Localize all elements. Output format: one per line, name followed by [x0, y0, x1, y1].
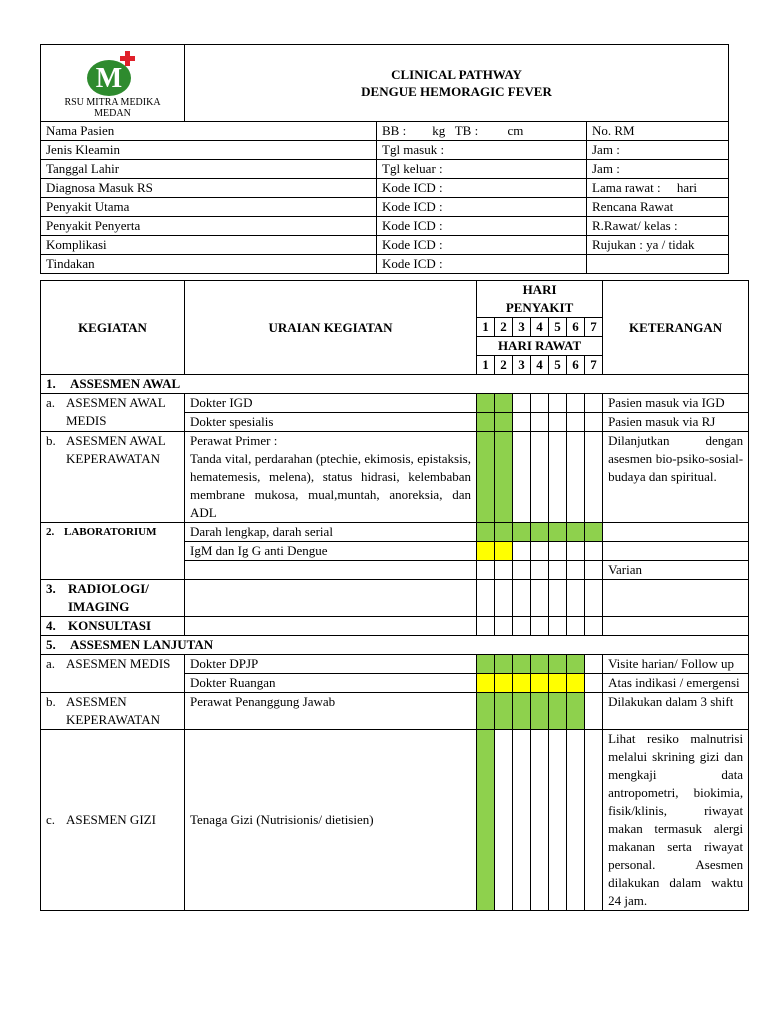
day-cell — [567, 730, 585, 911]
keterangan-cell: Varian — [603, 561, 749, 580]
day-cell — [567, 394, 585, 413]
uraian-cell: Dokter DPJP — [185, 655, 477, 674]
day-cell — [549, 693, 567, 730]
day-cell — [585, 655, 603, 674]
section-title: 5. ASSESMEN LANJUTAN — [41, 636, 749, 655]
day-cell — [495, 432, 513, 523]
info-right: No. RM — [587, 122, 729, 141]
uraian-cell: Dokter IGD — [185, 394, 477, 413]
hospital-logo — [83, 49, 143, 99]
day-cell — [495, 730, 513, 911]
info-label: Tindakan — [41, 255, 377, 274]
info-mid: Kode ICD : — [377, 236, 587, 255]
day-cell — [549, 730, 567, 911]
pathway-table — [40, 280, 749, 911]
uraian-cell: Perawat Penanggung Jawab — [185, 693, 477, 730]
info-mid: Kode ICD : — [377, 255, 587, 274]
subsection-label: b. ASESMEN AWAL KEPERAWATAN — [41, 432, 185, 523]
day-cell — [477, 413, 495, 432]
info-right: Lama rawat : hari — [587, 179, 729, 198]
day-cell — [549, 580, 567, 617]
day-cell — [531, 432, 549, 523]
day-cell — [567, 523, 585, 542]
day-cell — [495, 617, 513, 636]
day-cell — [531, 674, 549, 693]
info-label: Jenis Kleamin — [41, 141, 377, 160]
keterangan-cell — [603, 542, 749, 561]
day-cell — [513, 432, 531, 523]
day-cell — [531, 561, 549, 580]
info-mid: Kode ICD : — [377, 217, 587, 236]
day-number: 6 — [567, 318, 585, 337]
day-cell — [477, 394, 495, 413]
info-label: Diagnosa Masuk RS — [41, 179, 377, 198]
info-mid: Kode ICD : — [377, 198, 587, 217]
day-cell — [585, 617, 603, 636]
day-cell — [549, 674, 567, 693]
info-label: Penyakit Penyerta — [41, 217, 377, 236]
day-cell — [477, 693, 495, 730]
day-number: 2 — [495, 356, 513, 375]
day-cell — [477, 542, 495, 561]
section-title: 4. KONSULTASI — [41, 617, 185, 636]
day-cell — [585, 674, 603, 693]
day-cell — [495, 674, 513, 693]
day-cell — [585, 432, 603, 523]
day-cell — [585, 693, 603, 730]
day-cell — [477, 730, 495, 911]
hospital-logo-cell — [41, 45, 185, 122]
day-cell — [477, 580, 495, 617]
day-cell — [495, 413, 513, 432]
info-label: Komplikasi — [41, 236, 377, 255]
day-cell — [513, 693, 531, 730]
day-cell — [549, 655, 567, 674]
keterangan-cell — [603, 580, 749, 617]
keterangan-cell — [603, 617, 749, 636]
day-cell — [531, 730, 549, 911]
day-cell — [477, 432, 495, 523]
day-number: 7 — [585, 318, 603, 337]
day-cell — [513, 655, 531, 674]
day-cell — [549, 617, 567, 636]
day-cell — [531, 413, 549, 432]
day-cell — [495, 580, 513, 617]
document-title — [185, 45, 729, 122]
day-cell — [531, 693, 549, 730]
day-number: 1 — [477, 356, 495, 375]
section-title: 1. ASSESMEN AWAL — [41, 375, 749, 394]
day-cell — [513, 542, 531, 561]
uraian-cell: IgM dan Ig G anti Dengue — [185, 542, 477, 561]
info-mid: Tgl keluar : — [377, 160, 587, 179]
day-cell — [531, 617, 549, 636]
day-cell — [477, 561, 495, 580]
info-label: Penyakit Utama — [41, 198, 377, 217]
day-number: 5 — [549, 356, 567, 375]
day-cell — [495, 561, 513, 580]
keterangan-header: KETERANGAN — [603, 281, 749, 375]
day-cell — [567, 432, 585, 523]
info-right: Rencana Rawat — [587, 198, 729, 217]
day-cell — [567, 655, 585, 674]
uraian-cell — [185, 561, 477, 580]
day-cell — [567, 693, 585, 730]
info-right: Jam : — [587, 141, 729, 160]
day-cell — [513, 617, 531, 636]
day-number: 4 — [531, 356, 549, 375]
day-cell — [549, 432, 567, 523]
day-cell — [531, 655, 549, 674]
info-label: Tanggal Lahir — [41, 160, 377, 179]
info-label: Nama Pasien — [41, 122, 377, 141]
hari-rawat-header: HARI RAWAT — [477, 337, 603, 356]
day-cell — [585, 394, 603, 413]
keterangan-cell: Lihat resiko malnutrisi melalui skrining gizi dan mengkaji data antropometri, biokimia, fisik/klinis, riwayat makan termasuk alergi makanan serta riwayat personal. Asesmen dilakukan dalam waktu 24 jam. — [603, 730, 749, 911]
day-cell — [585, 580, 603, 617]
info-right: Rujukan : ya / tidak — [587, 236, 729, 255]
day-number: 4 — [531, 318, 549, 337]
info-mid: BB : kg TB : cm — [377, 122, 587, 141]
day-cell — [549, 542, 567, 561]
kegiatan-header: KEGIATAN — [41, 281, 185, 375]
day-cell — [513, 674, 531, 693]
keterangan-cell: Visite harian/ Follow up — [603, 655, 749, 674]
hari-penyakit-header: HARI PENYAKIT — [477, 281, 603, 318]
day-cell — [531, 394, 549, 413]
day-cell — [549, 523, 567, 542]
section-title: 2. LABORATORIUM — [41, 523, 185, 580]
keterangan-cell: Pasien masuk via IGD — [603, 394, 749, 413]
day-cell — [549, 413, 567, 432]
day-cell — [549, 561, 567, 580]
day-cell — [495, 523, 513, 542]
day-cell — [585, 413, 603, 432]
day-cell — [531, 580, 549, 617]
uraian-cell — [185, 580, 477, 617]
day-cell — [495, 542, 513, 561]
keterangan-cell: Pasien masuk via RJ — [603, 413, 749, 432]
info-right: R.Rawat/ kelas : — [587, 217, 729, 236]
subsection-label: a. ASESMEN MEDIS — [41, 655, 185, 693]
hospital-name: RSU MITRA MEDIKA — [64, 97, 161, 108]
day-number: 7 — [585, 356, 603, 375]
day-number: 3 — [513, 318, 531, 337]
section-title: 3. RADIOLOGI/ IMAGING — [41, 580, 185, 617]
uraian-cell: Darah lengkap, darah serial — [185, 523, 477, 542]
day-cell — [513, 394, 531, 413]
day-cell — [585, 523, 603, 542]
day-number: 5 — [549, 318, 567, 337]
day-cell — [495, 655, 513, 674]
keterangan-cell: Dilanjutkan dengan asesmen bio-psiko-sosial-budaya dan spiritual. — [603, 432, 749, 523]
info-right — [587, 255, 729, 274]
keterangan-cell: Dilakukan dalam 3 shift — [603, 693, 749, 730]
day-cell — [567, 413, 585, 432]
day-cell — [513, 580, 531, 617]
day-cell — [567, 674, 585, 693]
patient-header-table — [40, 44, 729, 274]
subsection-label: a. ASESMEN AWAL MEDIS — [41, 394, 185, 432]
day-cell — [531, 523, 549, 542]
day-cell — [513, 413, 531, 432]
day-cell — [567, 542, 585, 561]
uraian-cell: Perawat Primer : Tanda vital, perdarahan (ptechie, ekimosis, epistaksis, hematemesis, melena), status hidrasi, kelembaban membrane mukosa, mual,muntah, anoreksia, dan ADL — [185, 432, 477, 523]
day-cell — [477, 655, 495, 674]
hospital-city: MEDAN — [94, 108, 131, 119]
logo-letter: M — [95, 63, 122, 94]
subsection-label: c. ASESMEN GIZI — [41, 730, 185, 911]
day-cell — [513, 523, 531, 542]
keterangan-cell: Atas indikasi / emergensi — [603, 674, 749, 693]
uraian-cell: Dokter Ruangan — [185, 674, 477, 693]
day-cell — [495, 693, 513, 730]
info-right: Jam : — [587, 160, 729, 179]
day-cell — [531, 542, 549, 561]
subsection-label: b. ASESMEN KEPERAWATAN — [41, 693, 185, 730]
day-cell — [477, 617, 495, 636]
uraian-header: URAIAN KEGIATAN — [185, 281, 477, 375]
uraian-cell — [185, 617, 477, 636]
day-cell — [567, 580, 585, 617]
day-number: 6 — [567, 356, 585, 375]
day-cell — [585, 542, 603, 561]
info-mid: Tgl masuk : — [377, 141, 587, 160]
uraian-cell: Dokter spesialis — [185, 413, 477, 432]
keterangan-cell — [603, 523, 749, 542]
day-cell — [585, 561, 603, 580]
title-line-1: CLINICAL PATHWAY — [391, 67, 522, 82]
day-cell — [567, 617, 585, 636]
day-cell — [513, 561, 531, 580]
day-cell — [495, 394, 513, 413]
info-mid: Kode ICD : — [377, 179, 587, 198]
day-cell — [585, 730, 603, 911]
day-cell — [549, 394, 567, 413]
day-number: 3 — [513, 356, 531, 375]
day-number: 2 — [495, 318, 513, 337]
day-number: 1 — [477, 318, 495, 337]
title-line-2: DENGUE HEMORAGIC FEVER — [361, 84, 552, 99]
day-cell — [477, 523, 495, 542]
day-cell — [513, 730, 531, 911]
uraian-cell: Tenaga Gizi (Nutrisionis/ dietisien) — [185, 730, 477, 911]
day-cell — [477, 674, 495, 693]
day-cell — [567, 561, 585, 580]
